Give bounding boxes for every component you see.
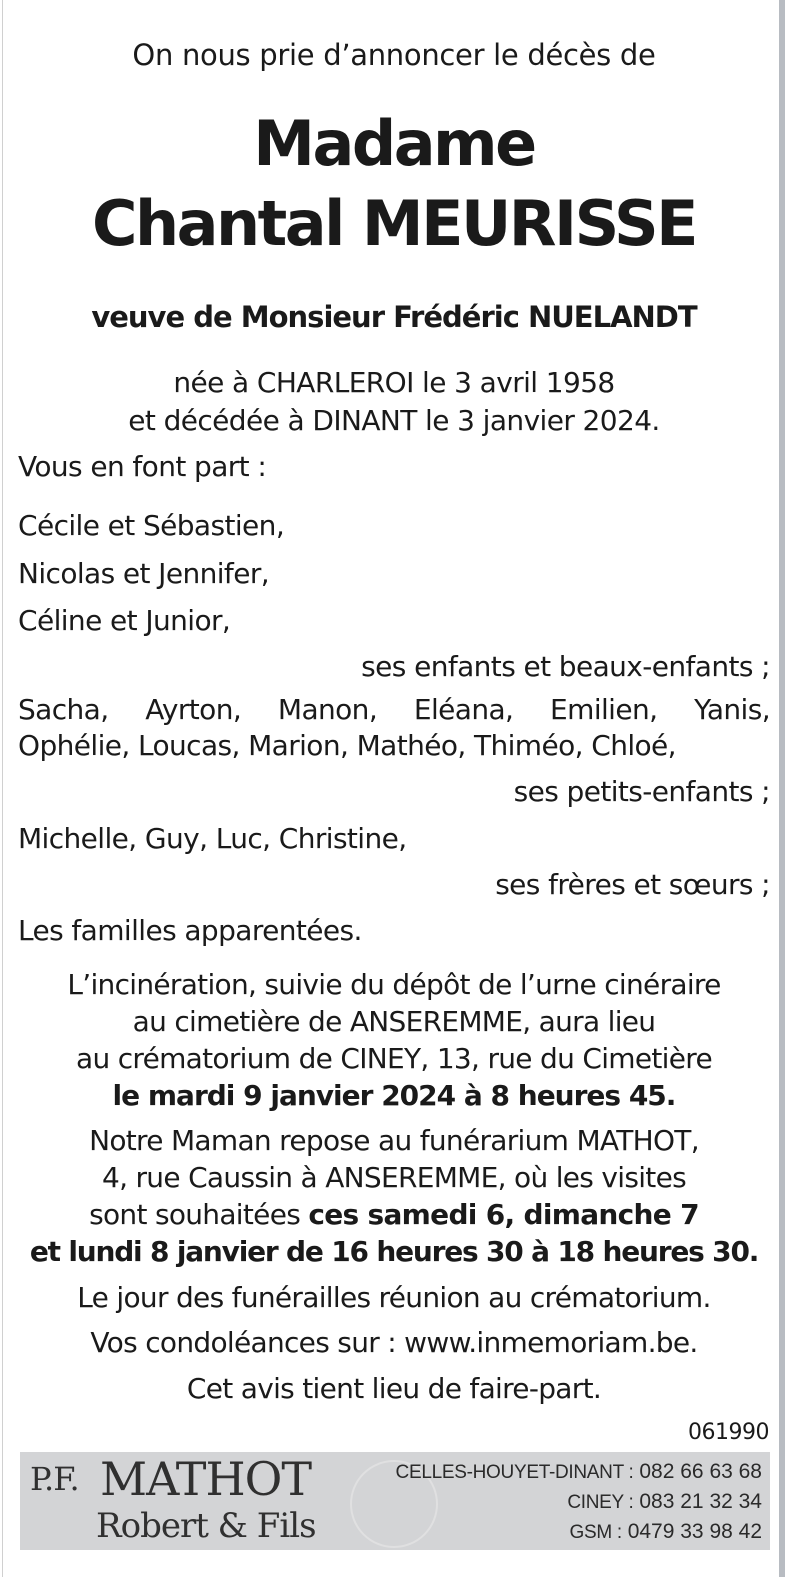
grandchildren-label: ses petits-enfants ; [513,775,770,808]
grandchildren-line-1: Sacha, Ayrton, Manon, Eléana, Emilien, Yanis, [18,693,770,726]
visit-line-3 [18,1198,770,1231]
child-3: Céline et Junior, [18,604,231,637]
logo-name: MATHOT [100,1452,311,1506]
visit-line-3-prefix: sont souhaitées [89,1198,309,1231]
relatives: Les familles apparentées. [18,914,362,947]
intro-text: On nous prie d’annoncer le décès de [132,38,656,72]
contact-phone: 0479 33 98 42 [627,1520,762,1543]
visit-days: ces samedi 6, dimanche 7 [308,1198,699,1231]
contact-label: GSM : [569,1522,622,1543]
contact-row [396,1460,762,1484]
right-border-bar [779,0,785,1577]
logo-subtitle: Robert & Fils [96,1506,316,1546]
contact-label: CINEY : [567,1492,634,1513]
family-intro: Vous en font part : [18,450,267,483]
ceremony-line-2: au cimetière de ANSEREMME, aura lieu [132,1005,656,1038]
children-label: ses enfants et beaux-enfants ; [361,650,770,683]
meeting-line: Le jour des funérailles réunion au crématorium. [77,1281,711,1314]
reference-number: 061990 [688,1420,769,1445]
siblings: Michelle, Guy, Luc, Christine, [18,822,407,855]
funeral-home-banner [20,1452,770,1550]
visit-line-1: Notre Maman repose au funérarium MATHOT, [89,1124,699,1157]
left-border [2,0,3,1577]
visit-line-2: 4, rue Caussin à ANSEREMME, où les visites [101,1161,687,1194]
contact-row [570,1520,762,1544]
contact-phone: 082 66 63 68 [639,1460,762,1483]
child-2: Nicolas et Jennifer, [18,557,270,590]
contact-label: CELLES-HOUYET-DINANT : [395,1462,634,1483]
condolences-line: Vos condoléances sur : www.inmemoriam.be. [90,1326,698,1359]
title-line-1: Madame [253,107,535,180]
notice-line: Cet avis tient lieu de faire-part. [186,1372,602,1405]
title-line-2: Chantal MEURISSE [91,187,696,260]
contact-phone: 083 21 32 34 [639,1490,762,1513]
siblings-label: ses frères et sœurs ; [495,868,770,901]
contact-row [567,1490,762,1514]
ceremony-line-3: au crématorium de CINEY, 13, rue du Cimetière [75,1042,712,1075]
birth-line: née à CHARLEROI le 3 avril 1958 [173,366,615,399]
widow-line: veuve de Monsieur Frédéric NUELANDT [91,300,697,334]
ceremony-date: le mardi 9 janvier 2024 à 8 heures 45. [112,1079,676,1112]
grandchildren-line-2: Ophélie, Loucas, Marion, Mathéo, Thiméo, Chloé, [18,729,676,762]
child-1: Cécile et Sébastien, [18,509,285,542]
ceremony-line-1: L’incinération, suivie du dépôt de l’urne cinéraire [67,968,721,1001]
death-line: et décédée à DINANT le 3 janvier 2024. [128,404,660,437]
visit-line-4: et lundi 8 janvier de 16 heures 30 à 18 heures 30. [29,1235,759,1268]
logo-pf: P.F. [30,1460,79,1498]
